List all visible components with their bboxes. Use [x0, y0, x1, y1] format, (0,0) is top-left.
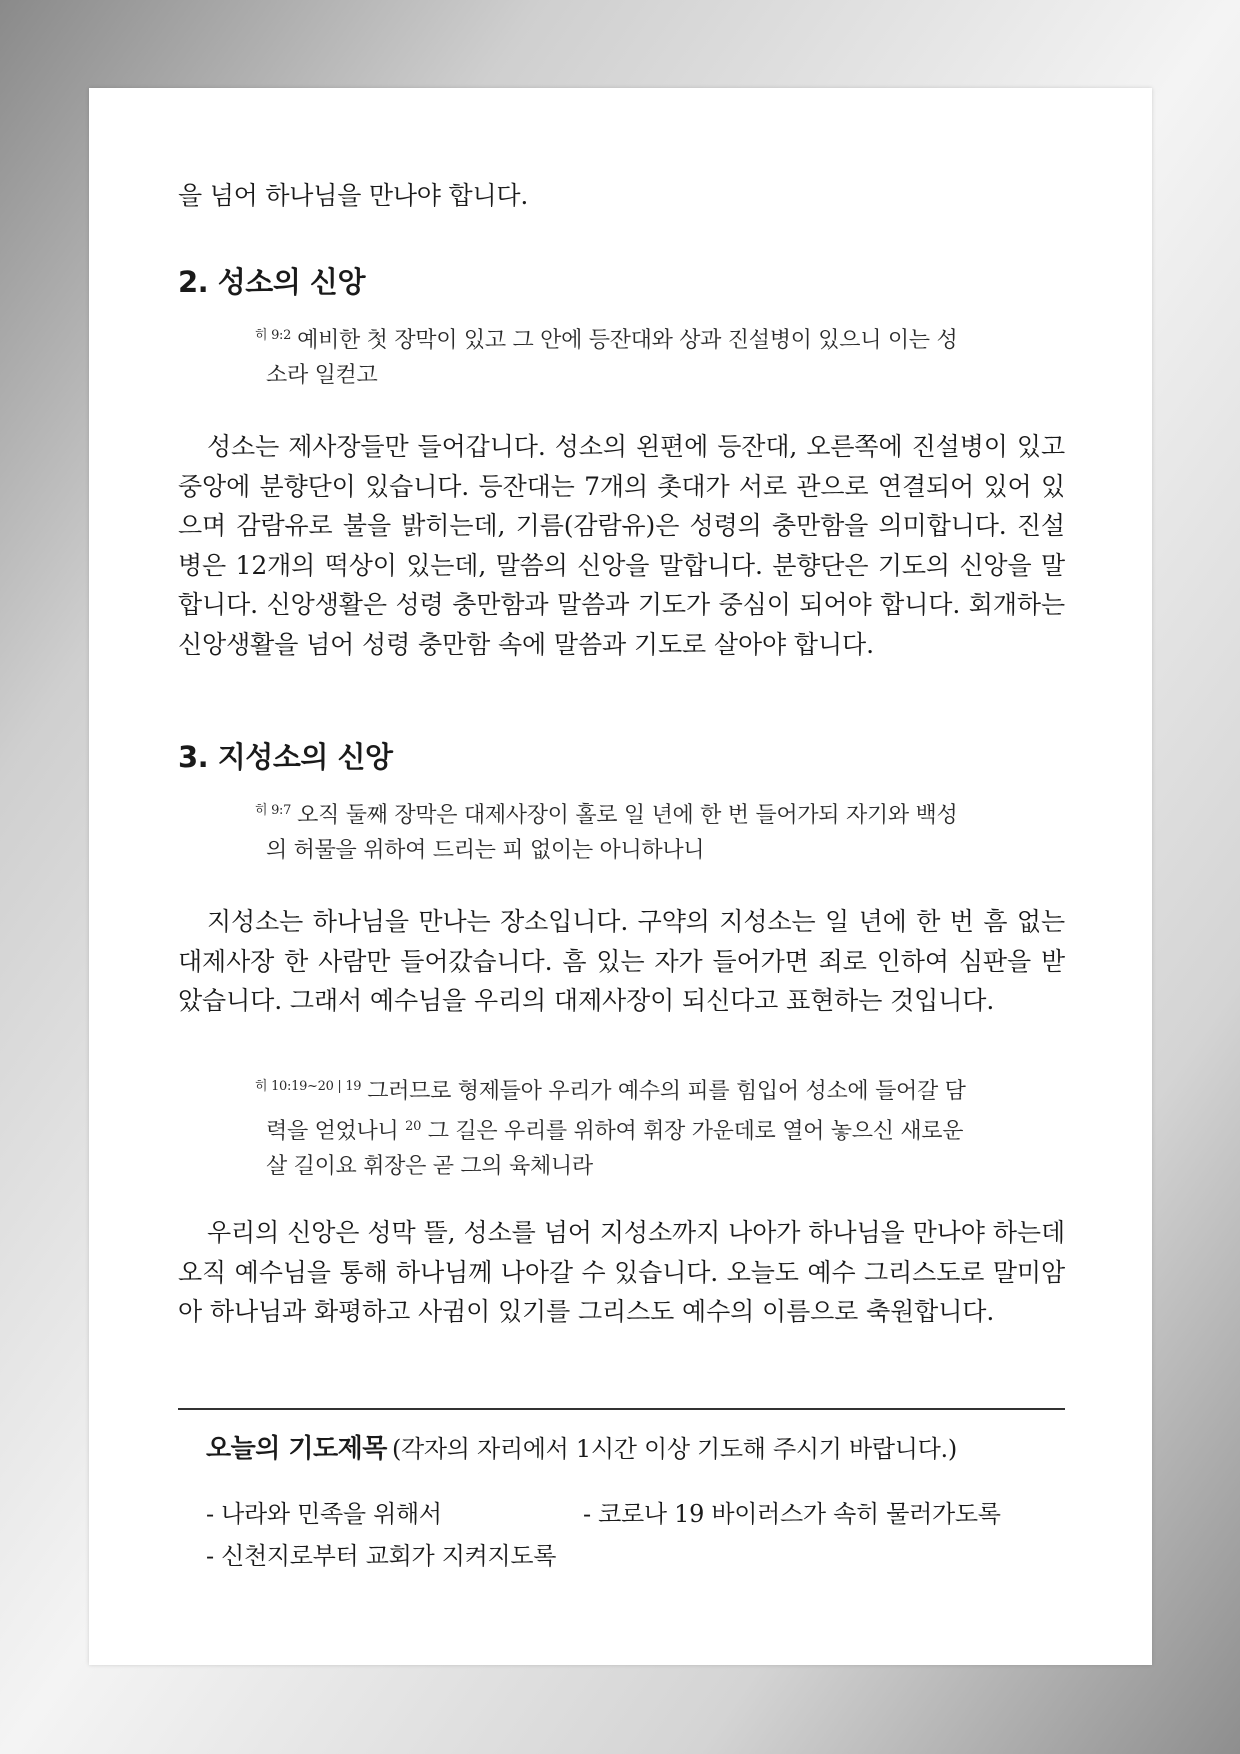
prayer-item: - 나라와 민족을 위해서: [206, 1500, 442, 1528]
divider: [178, 1408, 1065, 1410]
prayer-title-note: (각자의 자리에서 1시간 이상 기도해 주시기 바랍니다.): [391, 1435, 957, 1463]
section-2-quote: [255, 318, 985, 393]
closing-paragraph: 우리의 신앙은 성막 뜰, 성소를 넘어 지성소까지 나아가 하나님을 만나야 하는데 오직 예수님을 통해 하나님께 나아갈 수 있습니다. 오늘도 예수 그리스도로 말미암아 하나님과 화평하고 사귐이 있기를 그리스도 예수의 이름으로 축원합니다.: [178, 1218, 1065, 1326]
quote-line: 살 길이요 휘장은 곧 그의 육체니라: [266, 1154, 593, 1179]
prayer-item: - 코로나 19 바이러스가 속히 물러가도록: [583, 1500, 1001, 1528]
section-3-heading: 3. 지성소의 신앙: [178, 740, 393, 774]
section-3-paragraph: 지성소는 하나님을 만나는 장소입니다. 구약의 지성소는 일 년에 한 번 흠 없는 대제사장 한 사람만 들어갔습니다. 흠 있는 자가 들어가면 죄로 인하여 심판을 받았습니다. 그래서 예수님을 우리의 대제사장이 되신다고 표현하는 것입니다.: [178, 907, 1065, 1015]
quote-line-part: 력을 얻었나니: [266, 1119, 399, 1144]
prayer-title-main: 오늘의 기도제목: [206, 1434, 387, 1464]
quote-reference: 히 9:2: [255, 328, 292, 343]
quote-line: 소라 일컫고: [266, 363, 378, 388]
quote-line: 오직 둘째 장막은 대제사장이 홀로 일 년에 한 번 들어가되 자기와 백성: [297, 803, 958, 828]
quote-line-part: 그 길은 우리를 위하여 휘장 가운데로 열어 놓으신 새로운: [427, 1119, 964, 1144]
quote-line: 의 허물을 위하여 드리는 피 없이는 아니하나니: [266, 838, 705, 863]
verse-number: 20: [405, 1119, 422, 1134]
prayer-title: [206, 1428, 957, 1465]
quote-line-2: [255, 1109, 985, 1149]
intro-line: 을 넘어 하나님을 만나야 합니다.: [178, 181, 529, 210]
section-3-quote-2: [255, 1069, 985, 1184]
document-page: [89, 88, 1152, 1665]
quote-reference: 히 9:7: [255, 803, 292, 818]
section-2-paragraph: 성소는 제사장들만 들어갑니다. 성소의 왼편에 등잔대, 오른쪽에 진설병이 있고 중앙에 분향단이 있습니다. 등잔대는 7개의 촛대가 서로 관으로 연결되어 있어 있으며 감람유로 불을 밝히는데, 기름(감람유)은 성령의 충만함을 의미합니다. 진설병은 12개의 떡상이 있는데, 말씀의 신앙을 말합니다. 분향단은 기도의 신앙을 말합니다. 신앙생활은 성령 충만함과 말씀과 기도가 중심이 되어야 합니다. 회개하는 신앙생활을 넘어 성령 충만함 속에 말씀과 기도로 살아야 합니다.: [178, 432, 1065, 659]
section-3-quote: [255, 793, 985, 868]
quote-line: 예비한 첫 장막이 있고 그 안에 등잔대와 상과 진설병이 있으니 이는 성: [297, 328, 958, 353]
section-2-heading: 2. 성소의 신앙: [178, 265, 365, 299]
quote-line: 그러므로 형제들아 우리가 예수의 피를 힘입어 성소에 들어갈 담: [367, 1079, 966, 1104]
prayer-item: - 신천지로부터 교회가 지켜지도록: [206, 1542, 557, 1570]
quote-reference: 히 10:19~20 | 19: [255, 1079, 362, 1094]
